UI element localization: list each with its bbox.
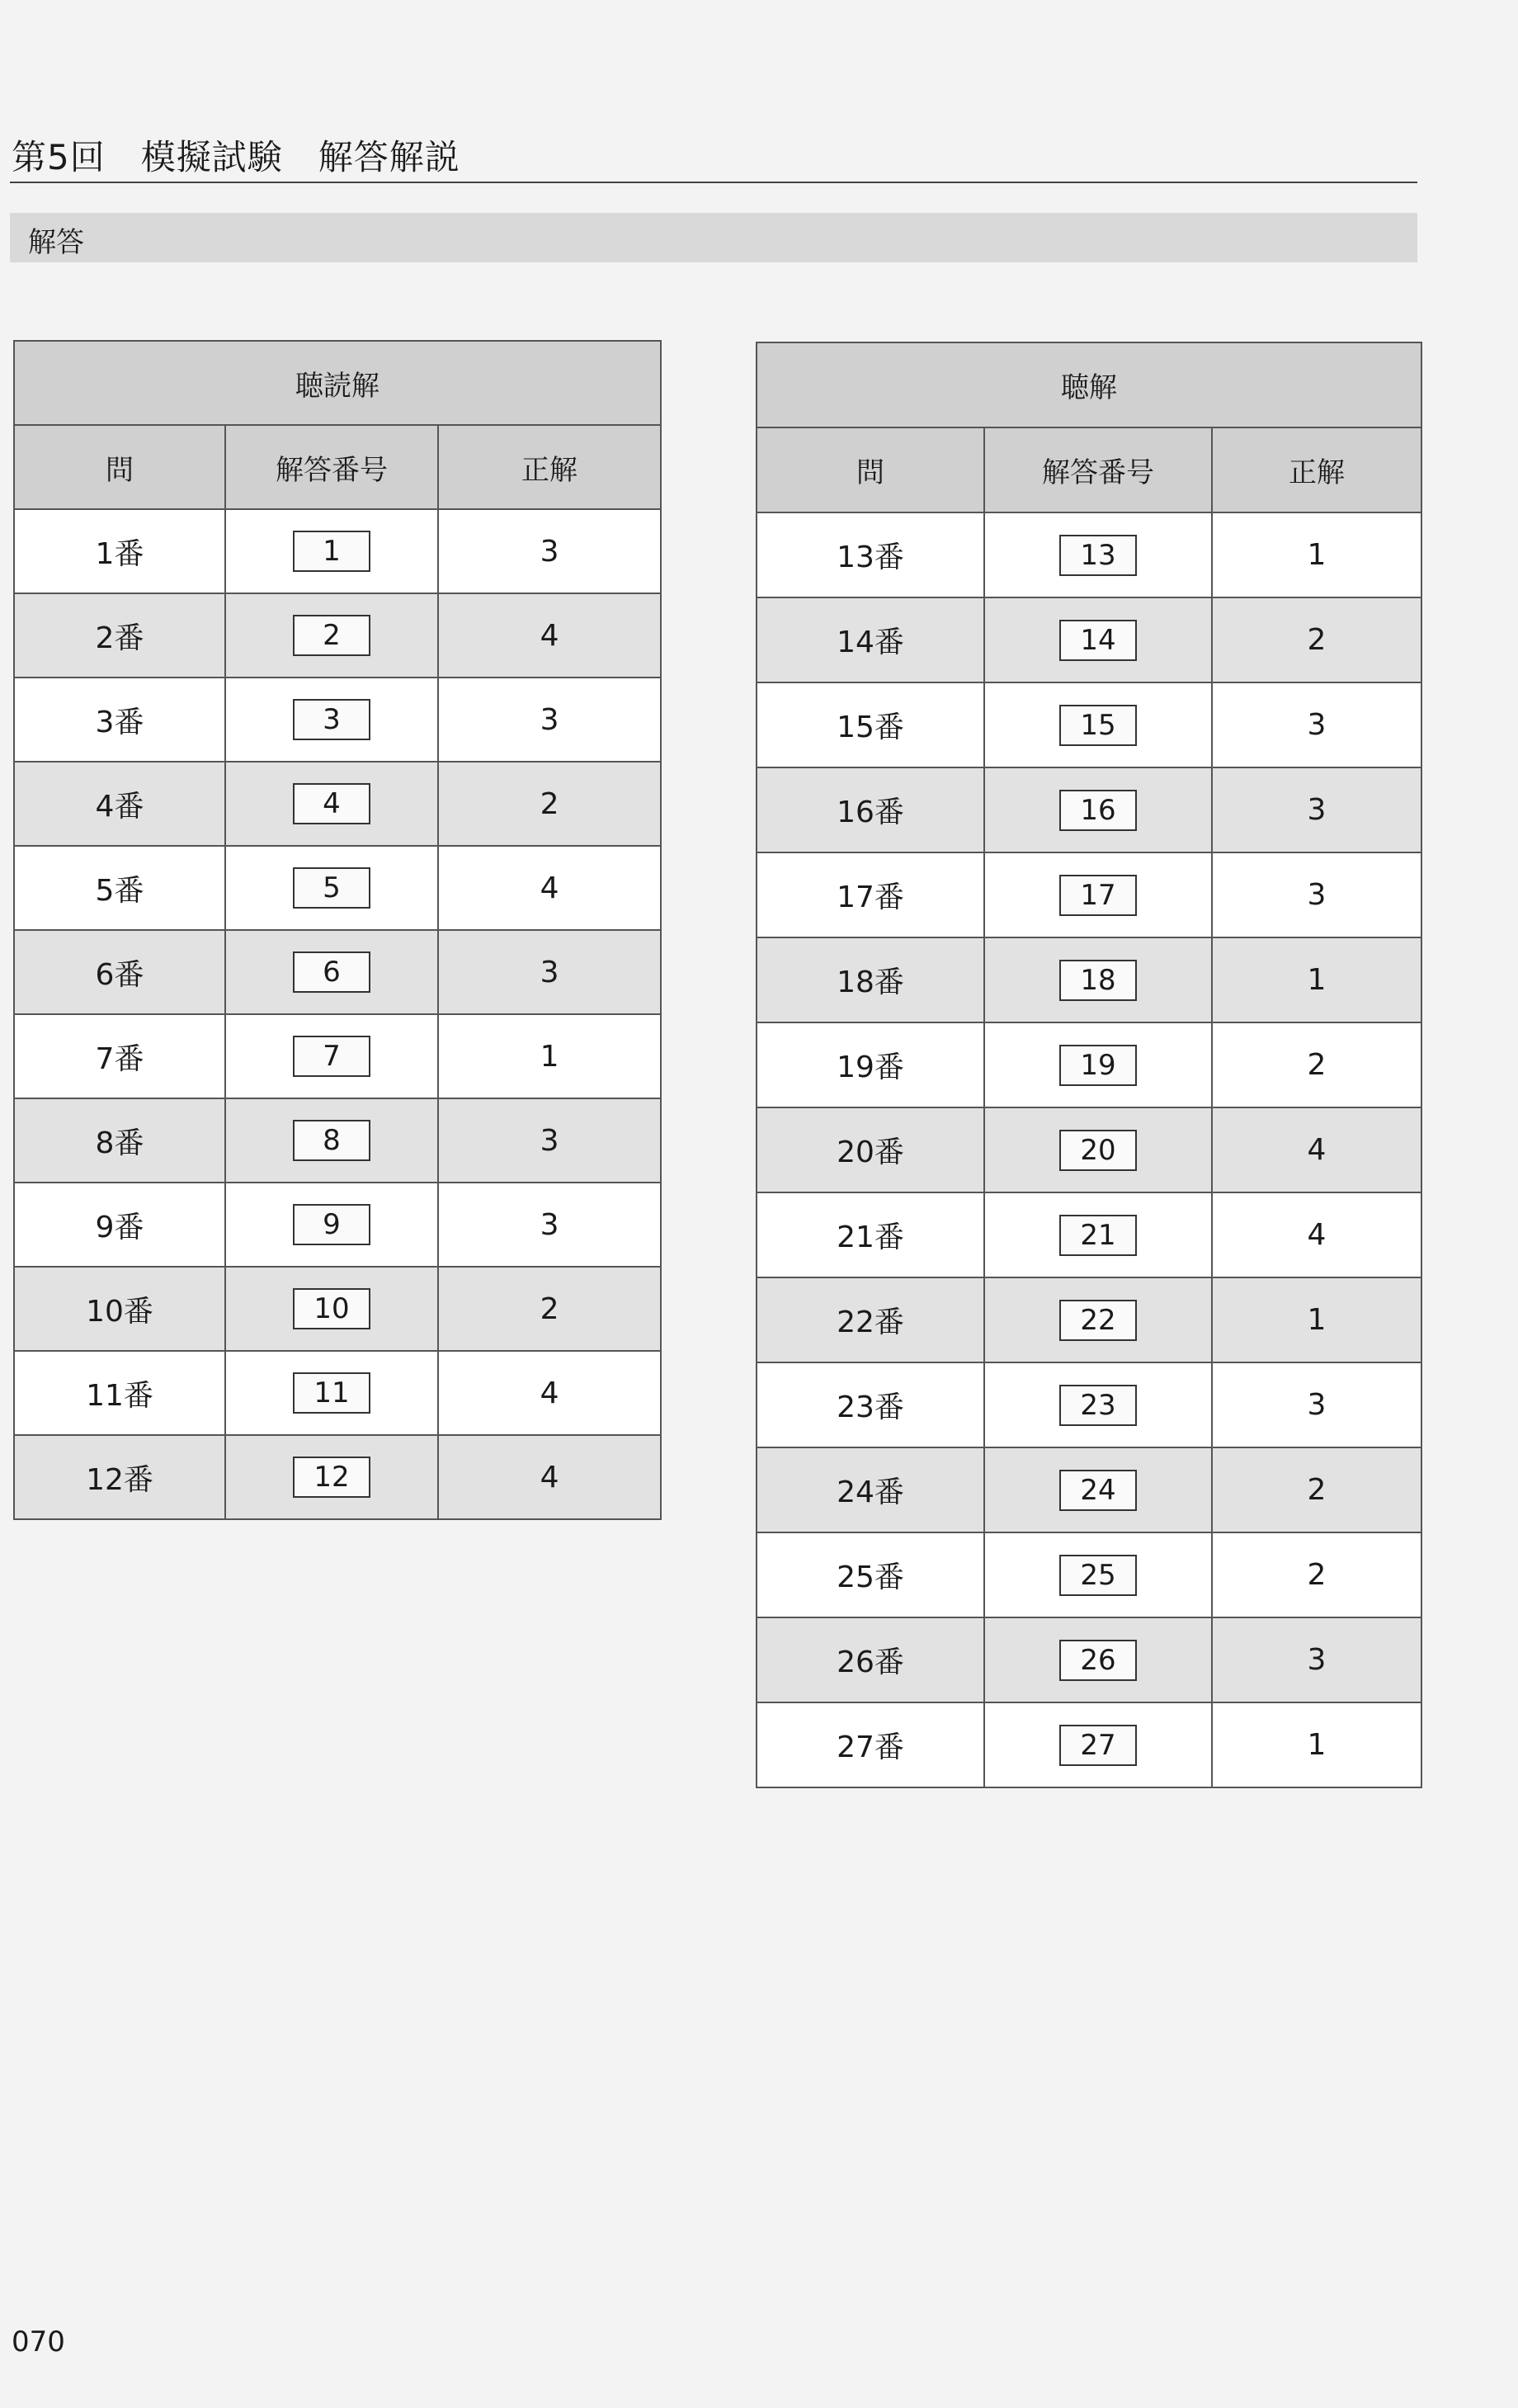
answer-number-cell (225, 846, 438, 930)
answer-number-cell (984, 1107, 1212, 1192)
correct-answer: 4 (438, 1351, 661, 1435)
table-row (757, 1532, 1421, 1617)
answer-number-cell (225, 1351, 438, 1435)
answer-number-box: 22 (1059, 1300, 1137, 1341)
answer-table-listening (756, 342, 1422, 1788)
table-row (757, 1362, 1421, 1447)
question-label: 5番 (14, 846, 225, 930)
correct-answer: 2 (1212, 1447, 1421, 1532)
table-row (14, 509, 661, 593)
column-header-answer-number: 解答番号 (225, 425, 438, 509)
correct-answer: 4 (1212, 1107, 1421, 1192)
correct-answer: 1 (1212, 1277, 1421, 1362)
table-row (757, 1022, 1421, 1107)
table-row (14, 1014, 661, 1098)
correct-answer: 3 (438, 509, 661, 593)
answer-number-box: 27 (1059, 1725, 1137, 1766)
correct-answer: 3 (438, 678, 661, 762)
question-label: 27番 (757, 1702, 984, 1787)
answer-number-box: 23 (1059, 1385, 1137, 1426)
table-row (14, 1098, 661, 1183)
table-body (757, 512, 1421, 1787)
answer-number-box: 21 (1059, 1215, 1137, 1256)
correct-answer: 3 (1212, 852, 1421, 937)
answer-number-cell (984, 1532, 1212, 1617)
correct-answer: 3 (438, 1098, 661, 1183)
answer-number-cell (225, 593, 438, 678)
answer-number-box: 15 (1059, 705, 1137, 746)
table-row (14, 846, 661, 930)
correct-answer: 3 (1212, 1617, 1421, 1702)
question-label: 1番 (14, 509, 225, 593)
answer-number-box: 19 (1059, 1045, 1137, 1086)
correct-answer: 1 (1212, 512, 1421, 597)
question-label: 17番 (757, 852, 984, 937)
answer-number-box: 6 (293, 951, 370, 993)
answer-number-box: 12 (293, 1457, 370, 1498)
question-label: 10番 (14, 1267, 225, 1351)
answer-number-box: 20 (1059, 1130, 1137, 1171)
page-title: 第5回 模擬試験 解答解説 (12, 137, 460, 177)
table-row (757, 1192, 1421, 1277)
correct-answer: 3 (1212, 682, 1421, 767)
answer-number-cell (225, 930, 438, 1014)
question-label: 21番 (757, 1192, 984, 1277)
correct-answer: 1 (1212, 1702, 1421, 1787)
correct-answer: 2 (438, 762, 661, 846)
question-label: 25番 (757, 1532, 984, 1617)
column-header-correct-answer: 正解 (1212, 427, 1421, 512)
question-label: 3番 (14, 678, 225, 762)
section-label: 解答 (28, 226, 84, 259)
table-row (14, 678, 661, 762)
answer-number-box: 25 (1059, 1555, 1137, 1596)
question-label: 23番 (757, 1362, 984, 1447)
answer-number-cell (984, 1362, 1212, 1447)
table-row (14, 930, 661, 1014)
correct-answer: 3 (438, 1183, 661, 1267)
answer-number-cell (225, 1183, 438, 1267)
correct-answer: 2 (1212, 1022, 1421, 1107)
answer-number-box: 2 (293, 615, 370, 656)
table-row (14, 1267, 661, 1351)
table-row (757, 852, 1421, 937)
table-row (14, 1183, 661, 1267)
answer-number-cell (225, 762, 438, 846)
question-label: 15番 (757, 682, 984, 767)
question-label: 6番 (14, 930, 225, 1014)
table-row (757, 1107, 1421, 1192)
correct-answer: 3 (438, 930, 661, 1014)
correct-answer: 2 (1212, 597, 1421, 682)
table-row (14, 593, 661, 678)
answer-number-box: 11 (293, 1372, 370, 1414)
correct-answer: 3 (1212, 1362, 1421, 1447)
question-label: 8番 (14, 1098, 225, 1183)
correct-answer: 2 (438, 1267, 661, 1351)
answer-number-box: 16 (1059, 790, 1137, 831)
question-label: 22番 (757, 1277, 984, 1362)
table-row (757, 597, 1421, 682)
question-label: 14番 (757, 597, 984, 682)
answer-number-cell (984, 1447, 1212, 1532)
answer-number-box: 26 (1059, 1640, 1137, 1681)
table-row (757, 1702, 1421, 1787)
column-header-answer-number: 解答番号 (984, 427, 1212, 512)
answer-number-cell (984, 597, 1212, 682)
question-label: 4番 (14, 762, 225, 846)
answer-number-box: 4 (293, 783, 370, 824)
answer-number-box: 7 (293, 1036, 370, 1077)
question-label: 20番 (757, 1107, 984, 1192)
answer-number-cell (984, 512, 1212, 597)
table-row (757, 937, 1421, 1022)
answer-number-cell (984, 937, 1212, 1022)
table-row (757, 512, 1421, 597)
table-row (757, 1277, 1421, 1362)
answer-number-cell (984, 1192, 1212, 1277)
table-row (757, 1447, 1421, 1532)
table-row (757, 767, 1421, 852)
correct-answer: 3 (1212, 767, 1421, 852)
answer-number-cell (984, 1617, 1212, 1702)
table-caption: 聴解 (757, 342, 1421, 427)
answer-number-cell (225, 1267, 438, 1351)
correct-answer: 4 (438, 1435, 661, 1519)
answer-number-box: 1 (293, 531, 370, 572)
answer-number-cell (225, 509, 438, 593)
correct-answer: 4 (438, 593, 661, 678)
correct-answer: 4 (1212, 1192, 1421, 1277)
table-row (757, 682, 1421, 767)
question-label: 11番 (14, 1351, 225, 1435)
table-row (757, 1617, 1421, 1702)
answer-number-box: 17 (1059, 875, 1137, 916)
correct-answer: 1 (1212, 937, 1421, 1022)
answer-number-cell (984, 1022, 1212, 1107)
table-row (14, 762, 661, 846)
question-label: 18番 (757, 937, 984, 1022)
answer-number-cell (984, 1277, 1212, 1362)
answer-number-box: 3 (293, 699, 370, 740)
answer-number-box: 18 (1059, 960, 1137, 1001)
table-row (14, 1435, 661, 1519)
answer-number-box: 5 (293, 867, 370, 909)
question-label: 16番 (757, 767, 984, 852)
correct-answer: 4 (438, 846, 661, 930)
answer-number-box: 24 (1059, 1470, 1137, 1511)
question-label: 13番 (757, 512, 984, 597)
answer-number-cell (984, 767, 1212, 852)
title-divider (10, 182, 1417, 183)
correct-answer: 2 (1212, 1532, 1421, 1617)
answer-number-cell (984, 682, 1212, 767)
question-label: 12番 (14, 1435, 225, 1519)
answer-number-box: 9 (293, 1204, 370, 1245)
question-label: 24番 (757, 1447, 984, 1532)
answer-number-cell (225, 1098, 438, 1183)
question-label: 19番 (757, 1022, 984, 1107)
question-label: 26番 (757, 1617, 984, 1702)
answer-number-box: 8 (293, 1120, 370, 1161)
answer-number-box: 14 (1059, 620, 1137, 661)
answer-number-cell (225, 678, 438, 762)
section-header (10, 213, 1417, 262)
question-label: 7番 (14, 1014, 225, 1098)
correct-answer: 1 (438, 1014, 661, 1098)
answer-number-cell (225, 1014, 438, 1098)
answer-number-cell (984, 852, 1212, 937)
answer-number-box: 10 (293, 1288, 370, 1329)
column-header-question: 問 (14, 425, 225, 509)
answer-number-cell (225, 1435, 438, 1519)
column-header-question: 問 (757, 427, 984, 512)
column-header-correct-answer: 正解 (438, 425, 661, 509)
question-label: 9番 (14, 1183, 225, 1267)
page-number: 070 (12, 2325, 65, 2358)
question-label: 2番 (14, 593, 225, 678)
answer-table-listening-reading (13, 340, 662, 1520)
table-body (14, 509, 661, 1519)
table-caption: 聴読解 (14, 341, 661, 425)
answer-number-cell (984, 1702, 1212, 1787)
answer-number-box: 13 (1059, 535, 1137, 576)
table-row (14, 1351, 661, 1435)
